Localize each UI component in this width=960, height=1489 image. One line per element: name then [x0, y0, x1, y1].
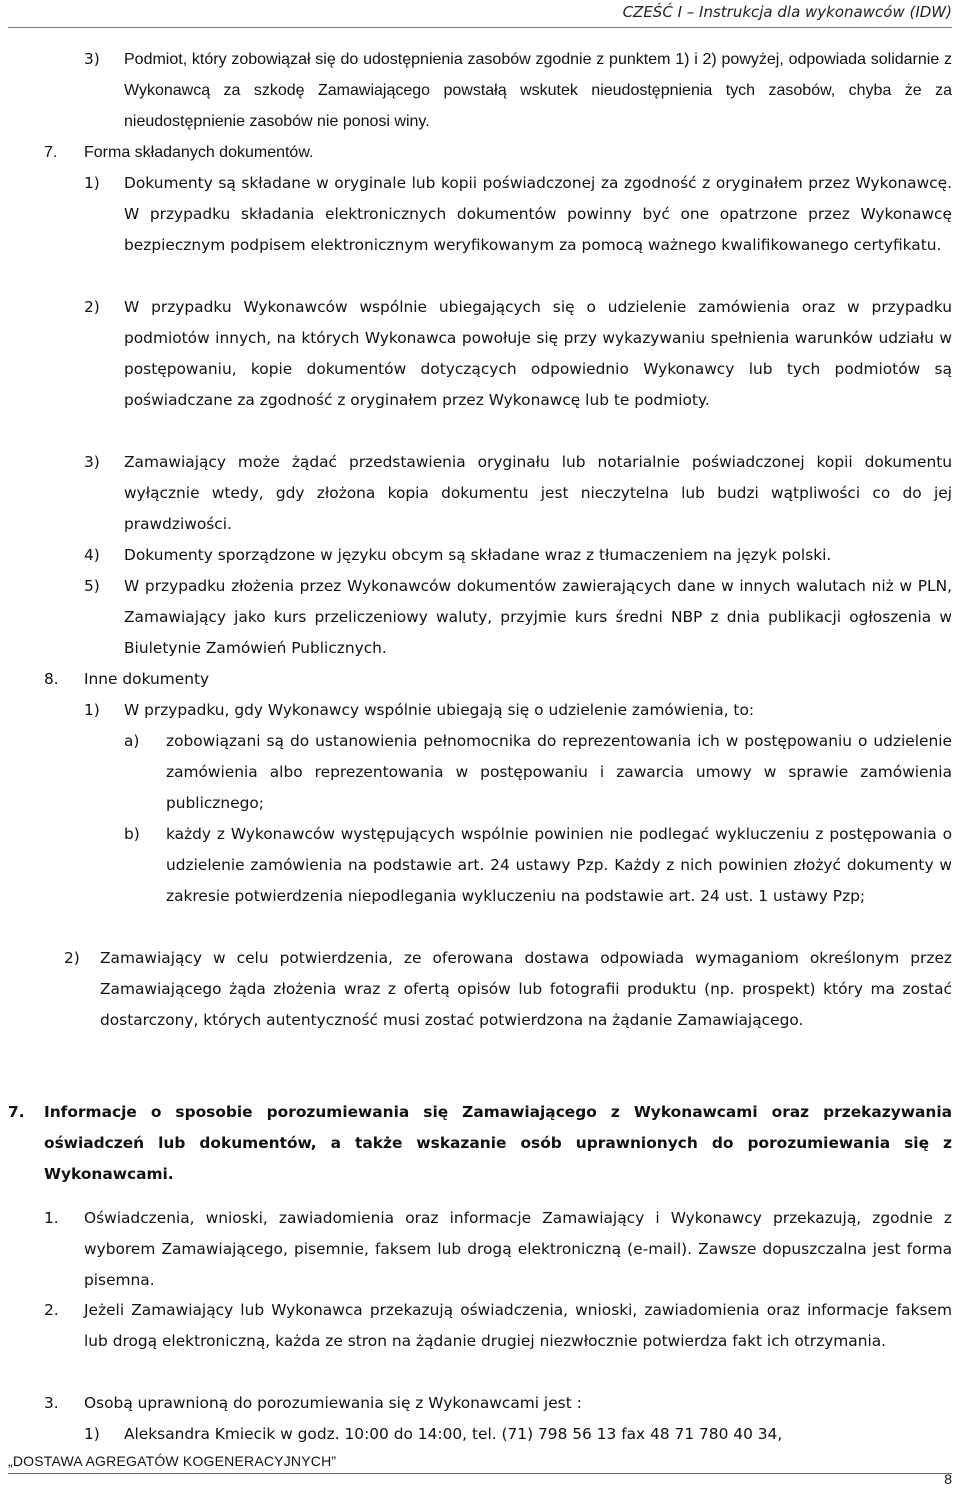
list-number: 1. — [44, 1209, 59, 1227]
contact-line: Aleksandra Kmiecik w godz. 10:00 do 14:00, tel. (71) 798 56 13 fax 48 71 780 40 34, — [124, 1425, 783, 1443]
sublist-item-text: zobowiązani są do ustanowienia pełnomocnika do reprezentowania ich w postępowaniu o udzielenie zamówienia albo reprezentowania w postępowaniu i zawarcia umowy w sprawie zamówienia publicznego; — [166, 732, 952, 812]
section-heading: Informacje o sposobie porozumiewania się Zamawiającego z Wykonawcami oraz przekazywania oświadczeń lub dokumentów, a także wskazanie osób uprawnionych do porozumiewania się z Wykonawcami. — [44, 1103, 952, 1183]
sublist-letter: b) — [124, 825, 140, 843]
point-number: 7. — [44, 144, 58, 161]
list-item-text: Zamawiający w celu potwierdzenia, ze oferowana dostawa odpowiada wymaganiom określonym przez Zamawiającego żąda złożenia wraz z ofertą opisów lub fotografii produktu (np. prospekt) który ma zostać dostarczony, których autentyczność musi zostać potwierdzona na żądanie Zamawiającego. — [100, 949, 952, 1029]
list-number: 2) — [84, 298, 100, 316]
list-number: 3) — [84, 453, 100, 471]
list-number: 1) — [84, 174, 100, 192]
header-divider — [8, 27, 952, 28]
list-item-text: Zamawiający może żądać przedstawienia oryginału lub notarialnie poświadczonej kopii dokumentu wyłącznie wtedy, gdy złożona kopia dokumentu jest nieczytelna lub budzi wątpliwości co do jej prawdziwości. — [124, 453, 952, 533]
list-number: 2. — [44, 1301, 59, 1319]
list-item-text: W przypadku, gdy Wykonawcy wspólnie ubiegają się o udzielenie zamówienia, to: — [124, 701, 755, 719]
footer-title: „DOSTAWA AGREGATÓW KOGENERACYJNYCH” — [8, 1453, 337, 1469]
list-item-text: Oświadczenia, wnioski, zawiadomienia oraz informacje Zamawiający i Wykonawcy przekazują, zgodnie z wyborem Zamawiającego, pisemnie, faksem lub drogą elektroniczną (e-mail). Zawsze dopuszczalna jest forma pisemna. — [84, 1209, 952, 1289]
section-number: 7. — [8, 1103, 25, 1121]
list-number: 3) — [84, 50, 100, 68]
header-title: CZEŚĆ I – Instrukcja dla wykonawców (IDW) — [622, 3, 952, 21]
list-number: 4) — [84, 546, 100, 564]
list-item-text: W przypadku złożenia przez Wykonawców dokumentów zawierających dane w innych walutach niż w PLN, Zamawiający jako kurs przeliczeniowy waluty, przyjmie kurs średni NBP z dnia publikacji ogłoszenia w Biuletynie Zamówień Publicznych. — [124, 577, 952, 657]
point-number: 8. — [44, 670, 59, 688]
list-number: 1) — [84, 1425, 100, 1443]
list-number: 1) — [84, 701, 100, 719]
list-item-text: Jeżeli Zamawiający lub Wykonawca przekazują oświadczenia, wnioski, zawiadomienia oraz informacje faksem lub drogą elektroniczną, każda ze stron na żądanie drugiej niezwłocznie potwierdza fakt ich otrzymania. — [84, 1301, 952, 1350]
point-title: Inne dokumenty — [84, 670, 210, 688]
list-item-text: Dokumenty są składane w oryginale lub kopii poświadczonej za zgodność z oryginałem przez Wykonawcę. W przypadku składania elektronicznych dokumentów powinny być one opatrzone przez Wykonawcę bezpiecznym podpisem elektronicznym weryfikowanym za pomocą ważnego kwalifikowanego certyfikatu. — [124, 174, 952, 254]
page-number: 8 — [944, 1471, 952, 1487]
list-item-text: Dokumenty sporządzone w języku obcym są składane wraz z tłumaczeniem na język polski. — [124, 546, 832, 564]
list-number: 3. — [44, 1394, 59, 1412]
sublist-letter: a) — [124, 732, 140, 750]
list-number: 2) — [64, 949, 80, 967]
list-item-text: Podmiot, który zobowiązał się do udostępnienia zasobów zgodnie z punktem 1) i 2) powyżej, odpowiada solidarnie z Wykonawcą za szkodę Zamawiającego powstałą wskutek nieudostępnienia tych zasobów, chyba że za nieudostępnienie zasobów nie ponosi winy. — [124, 51, 952, 130]
list-item-text: Osobą uprawnioną do porozumiewania się z Wykonawcami jest : — [84, 1394, 582, 1412]
list-item-text: W przypadku Wykonawców wspólnie ubiegających się o udzielenie zamówienia oraz w przypadku podmiotów innych, na których Wykonawca powołuje się przy wykazywaniu spełnienia warunków udziału w postępowaniu, kopie dokumentów dotyczących odpowiednio Wykonawcy lub tych podmiotów są poświadczane za zgodność z oryginałem przez Wykonawcę lub te podmioty. — [124, 298, 952, 409]
sublist-item-text: każdy z Wykonawców występujących wspólnie powinien nie podlegać wykluczeniu z postępowania o udzielenie zamówienia na podstawie art. 24 ustawy Pzp. Każdy z nich powinien złożyć dokumenty w zakresie potwierdzenia niepodlegania wykluczeniu na podstawie art. 24 ust. 1 ustawy Pzp; — [166, 825, 952, 905]
footer-divider — [8, 1473, 952, 1474]
point-title: Forma składanych dokumentów. — [84, 144, 314, 161]
list-number: 5) — [84, 577, 100, 595]
